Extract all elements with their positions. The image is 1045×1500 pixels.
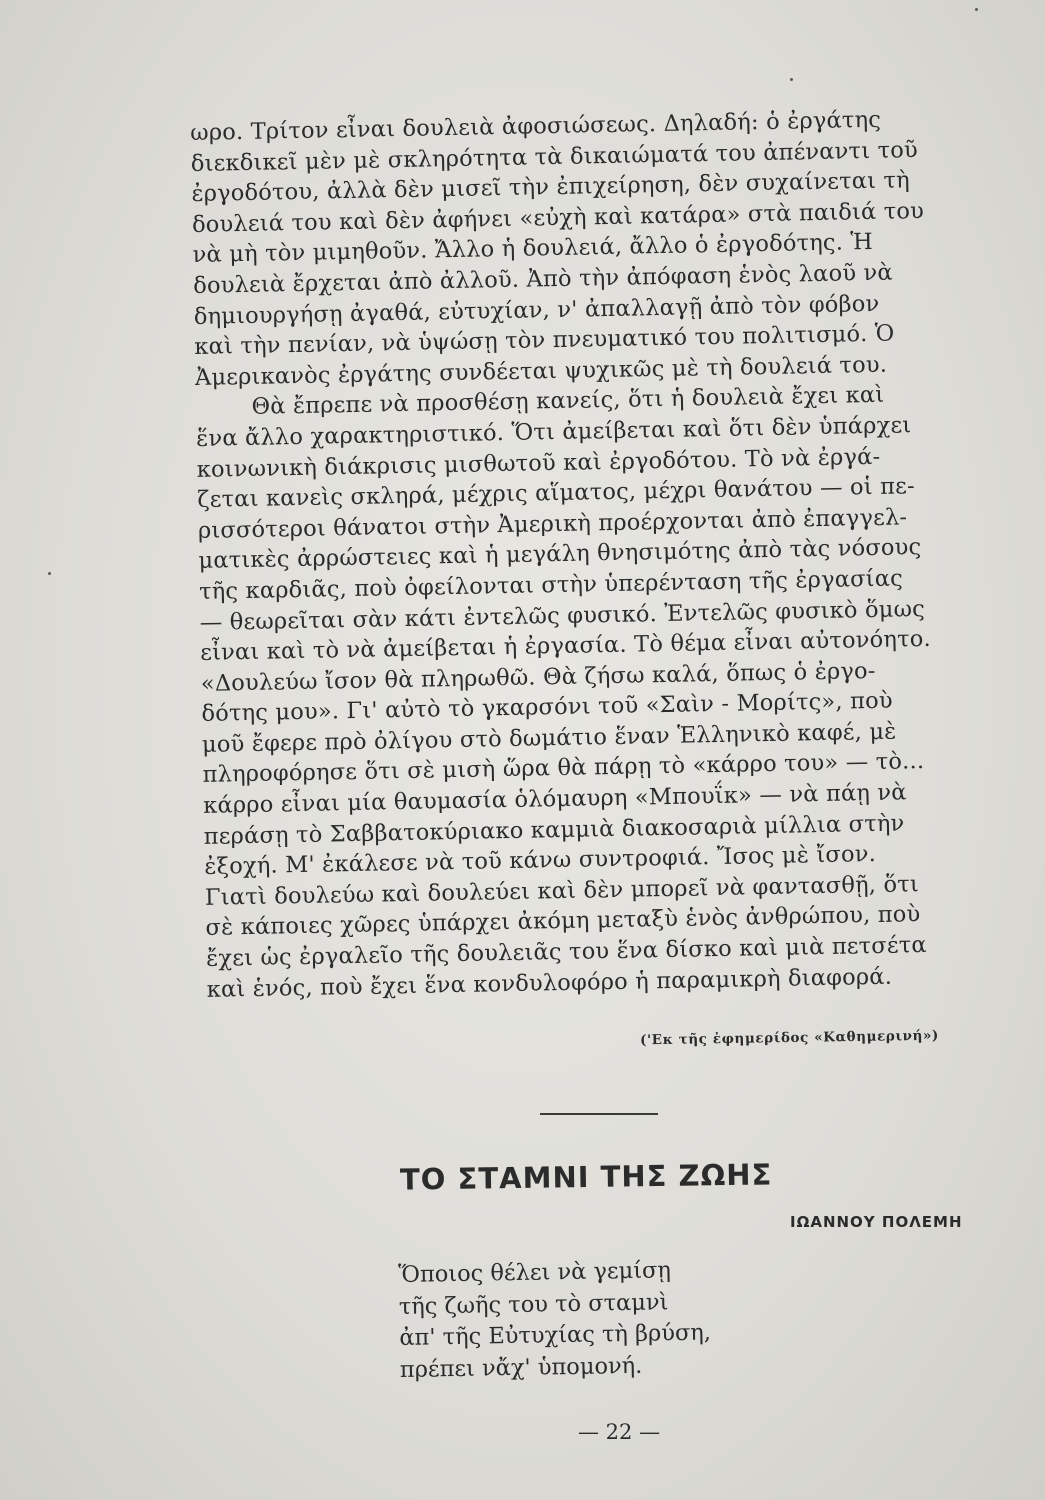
text-line: — θεωρεῖται σὰν κάτι ἐντελῶς φυσικό. Ἐντελῶς φυσικὸ ὅμως [199,595,926,636]
text-line: Ἀμερικανὸς ἐργάτης συνδέεται ψυχικῶς μὲ τὴ δουλειά του. [194,351,888,391]
text-line: ρισσότεροι θάνατοι στὴν Ἀμερικὴ προέρχονται ἀπὸ ἐπαγγελ- [197,504,908,544]
text-line: Γιατὶ δουλεύω καὶ δουλεύει καὶ δὲν μπορεῖ νὰ φαντασθῇ, ὅτι [204,870,920,911]
text-line: ἐργοδότου, ἀλλὰ δὲν μισεῖ τὴν ἐπιχείρηση, δὲν συχαίνεται τὴ [191,167,911,208]
text-line: ωρο. Τρίτον εἶναι δουλειὰ ἀφοσιώσεως. Δηλαδή: ὁ ἐργάτης [190,106,882,146]
page-number: — 22 — [578,1420,661,1444]
paper-speck [48,572,51,575]
text-line: δότης μου». Γι' αὐτὸ τὸ γκαρσόνι τοῦ «Σαὶν - Μορίτς», ποὺ [201,687,893,728]
paper-speck [975,8,978,11]
paper-speck [790,78,793,81]
article-source: ('Εκ τῆς ἐφημερίδος «Καθημερινή») [639,1027,940,1049]
section-divider [540,1113,658,1115]
text-line: «Δουλεύω ἴσον θὰ πληρωθῶ. Θὰ ζήσω καλά, ὅπως ὁ ἐργο- [200,657,876,697]
text-line: ζεται κανεὶς σκληρά, μέχρις αἵματος, μέχρι θανάτου — οἱ πε- [197,473,916,514]
text-line: ματικὲς ἀρρώστειες καὶ ἡ μεγάλη θνησιμότης ἀπὸ τὰς νόσους [198,534,922,575]
poem-title: ΤΟ ΣΤΑΜΝΙ ΤΗΣ ΖΩΗΣ [399,1157,773,1197]
text-line: μοῦ ἔφερε πρὸ ὀλίγου στὸ δωμάτιο ἕναν Ἑλληνικὸ καφέ, μὲ [201,718,897,758]
text-line: δημιουργήσῃ ἀγαθά, εὐτυχίαν, ν' ἀπαλλαγῇ ἀπὸ τὸν φόβον [193,290,880,330]
text-line: ἐξοχή. Μ' ἐκάλεσε νὰ τοῦ κάνω συντροφιά. Ἴσος μὲ ἴσον. [204,841,877,881]
text-line: τῆς καρδιᾶς, ποὺ ὀφείλονται στὴν ὑπερένταση τῆς ἐργασίας [198,565,904,605]
poem-line: τῆς ζωῆς του τὸ σταμνὶ [398,1288,669,1320]
text-line: καὶ ἑνός, ποὺ ἔχει ἕνα κονδυλοφόρο ἡ παραμικρὴ διαφορά. [206,963,893,1003]
text-line: περάσῃ τὸ Σαββατοκύριακο καμμιὰ διακοσαριὰ μίλλια στὴν [203,810,905,850]
text-line: εἶναι καὶ τὸ νὰ ἀμείβεται ἡ ἐργασία. Τὸ θέμα εἶναι αὐτονόητο. [200,625,932,666]
text-line: νὰ μὴ τὸν μιμηθοῦν. Ἄλλο ἡ δουλειά, ἄλλο ὁ ἐργοδότης. Ἡ [192,229,874,269]
article-body [190,102,1027,1005]
text-line: Θὰ ἔπρεπε νὰ προσθέσῃ κανείς, ὅτι ἡ δουλειὰ ἔχει καὶ [251,382,885,421]
text-line: δουλειὰ ἔρχεται ἀπὸ ἀλλοῦ. Ἀπὸ τὴν ἀπόφαση ἑνὸς λαοῦ νὰ [192,259,894,299]
poem-line: Ὅποιος θέλει νὰ γεμίσῃ [398,1257,672,1288]
text-line: καὶ τὴν πενίαν, νὰ ὑψώσῃ τὸν πνευματικό του πολιτισμό. Ὁ [194,320,895,361]
poem-author: ΙΩΑΝΝΟΥ ΠΟΛΕΜΗ [790,1213,963,1231]
text-line: διεκδικεῖ μὲν μὲ σκληρότητα τὰ δικαιώματά του ἀπέναντι τοῦ [190,136,919,177]
poem-line: ἀπ' τῆς Εὐτυχίας τὴ βρύση, [399,1319,712,1351]
text-line: ἕνα ἄλλο χαρακτηριστικό. Ὅτι ἀμείβεται καὶ ὅτι δὲν ὑπάρχει [195,412,912,452]
poem-line: πρέπει νἄχ' ὑπομονή. [399,1352,643,1383]
text-line: πληροφόρησε ὅτι σὲ μισὴ ὥρα θὰ πάρῃ τὸ «κάρρο του» — τὸ... [202,748,925,789]
text-line: κοινωνικὴ διάκρισις μισθωτοῦ καὶ ἐργοδότου. Τὸ νὰ ἐργά- [196,443,881,483]
poem-stanza [398,1255,712,1386]
text-line: σὲ κάποιες χῶρες ὑπάρχει ἀκόμη μεταξὺ ἑνὸς ἀνθρώπου, ποὺ [205,901,921,942]
text-line: κάρρο εἶναι μία θαυμασία ὁλόμαυρη «Μπουΐκ» — νὰ πάῃ νὰ [202,779,907,819]
text-line: δουλειά του καὶ δὲν ἀφήνει «εὐχὴ καὶ κατάρα» στὰ παιδιά του [191,197,925,238]
text-line: ἔχει ὡς ἐργαλεῖο τῆς δουλειᾶς του ἕνα δίσκο καὶ μιὰ πετσέτα [205,932,928,972]
